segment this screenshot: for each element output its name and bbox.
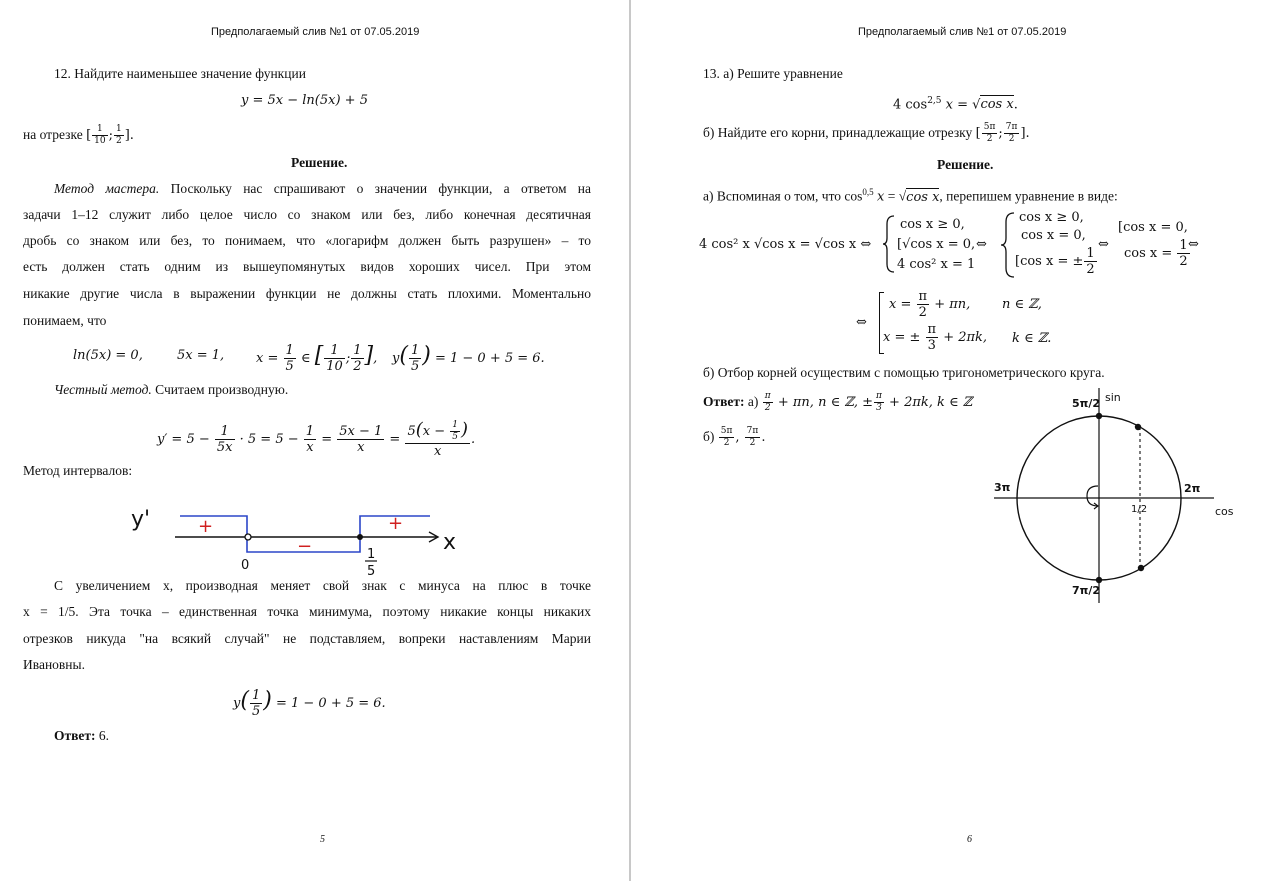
iff-1: ⇔ bbox=[976, 237, 987, 252]
answer-label: Ответ: bbox=[54, 728, 96, 743]
eq-x-fifth: x = $\frac{1}{5}$ ∈ [ $\frac{1}{10}$ ; $\frac{1}{2}$ ], bbox=[256, 343, 378, 374]
sys1-row-1: cos x ≥ 0, bbox=[900, 217, 965, 232]
brace-curly-1 bbox=[882, 214, 898, 274]
paragraph-line: есть должен стать одним из вышеупомянутых видов хороших чисел. При этом bbox=[23, 259, 591, 274]
sys1-row-3: 4 cos² x = 1 bbox=[897, 257, 976, 272]
solution-title: Решение. bbox=[937, 157, 994, 172]
filled-point-fifth bbox=[357, 534, 363, 540]
answer-line bbox=[54, 728, 109, 744]
function-formula: y = 5x − ln(5x) + 5 bbox=[241, 93, 368, 108]
task-13a-title: 13. а) Решите уравнение bbox=[703, 66, 843, 81]
sys3-row-1: [cos x = 0, bbox=[1118, 220, 1188, 235]
iff-3: ⇔ bbox=[1188, 237, 1199, 252]
task-13b-line: б) Найдите его корни, принадлежащие отрезку [ $\frac{5\pi}{2}$ ; $\frac{7\pi}{2}$ ]. bbox=[703, 122, 1030, 144]
eq-5x: 5x = 1, bbox=[177, 348, 225, 363]
part-b-text: б) Отбор корней осуществим с помощью тригонометрического круга. bbox=[703, 365, 1105, 380]
paragraph-line: дробь со знаком или без, то понимаем, что «логарифм должен быть разрушен» – то bbox=[23, 233, 591, 248]
honest-method-line: Честный метод. Считаем производную. bbox=[54, 382, 289, 397]
answer-label: Ответ: bbox=[703, 394, 745, 409]
page-5 bbox=[0, 0, 629, 881]
master-method-title: Метод мастера. bbox=[54, 181, 160, 196]
part-a-intro: а) Вспоминая о том, что $\cos^{0,5} x = √\cos$ x, перепишем уравнение в виде: bbox=[703, 187, 1118, 205]
page-header: Предполагаемый слив №1 от 07.05.2019 bbox=[211, 26, 420, 38]
final-row-2-set: k ∈ ℤ. bbox=[1012, 331, 1052, 346]
paragraph-line: x = 1/5. Эта точка – единственная точка минимума, поэтому никакие концы никаких bbox=[23, 604, 591, 619]
page-number: 5 bbox=[320, 834, 325, 845]
paragraph-line: С увеличением x, производная меняет свой знак с минуса на плюс в точке bbox=[54, 578, 591, 593]
sys1-row-2: [√cos x = 0, bbox=[897, 237, 976, 252]
paragraph-line: задачи 1–12 служит либо целое число со знаком или без, либо конечная десятичная bbox=[23, 207, 591, 222]
paragraph-line: Ивановны. bbox=[23, 657, 85, 672]
sys2-row-3: [cos x = ± $\frac{1}{2}$ bbox=[1015, 246, 1095, 277]
direction-arc bbox=[1087, 486, 1098, 506]
equation-13: 4 $\cos^{2,5} x = √\cos$ x. bbox=[893, 96, 1018, 113]
paragraph-line: Метод мастера. Поскольку нас спрашивают о значении функции, а ответом на bbox=[54, 181, 592, 196]
cos-label: cos bbox=[1215, 505, 1234, 518]
answer-value: 6. bbox=[98, 728, 110, 743]
tick-fifth-den: 5 bbox=[367, 564, 376, 579]
honest-method-title: Честный метод. bbox=[54, 382, 152, 397]
paragraph-line: никакие другие числа в выражении функции не должны стать плохими. Моментально bbox=[23, 286, 591, 301]
plus-sign-right: + bbox=[388, 513, 404, 534]
segment-line bbox=[23, 120, 134, 151]
x-axis-label: x bbox=[443, 530, 457, 555]
plus-sign-left: + bbox=[198, 516, 214, 537]
page-number: 6 bbox=[967, 834, 972, 845]
task-13b-title: б) Найдите его корни, принадлежащие отрезку bbox=[703, 125, 973, 140]
segment-interval: [ $\frac{1}{10}$ ; $\frac{1}{2}$ ]. bbox=[86, 124, 134, 146]
final-row-2: x = ± $\frac{\pi}{3}$ + 2πk, bbox=[883, 322, 988, 353]
point-top bbox=[1096, 413, 1102, 419]
final-row-1: x = $\frac{\pi}{2}$ + πn, bbox=[889, 289, 971, 320]
sys2-row-1: cos x ≥ 0, bbox=[1019, 210, 1084, 225]
derivative-formula: y′ = 5 − $\frac{1}{5x}$ · 5 = 5 − $\frac{1}{x}$ = $\frac{5x - 1}{x}$ = 5(x − $\frac{1}{5}$ ) x . bbox=[157, 419, 476, 459]
solution-title: Решение. bbox=[291, 155, 348, 170]
final-value-eq: y( $\frac{1}{5}$ ) = 1 − 0 + 5 = 6. bbox=[233, 688, 386, 719]
answer-line-a: Ответ: а) $\frac{\pi}{2}$ + πn, n ∈ ℤ, ± $\frac{\pi}{3}$ + 2πk, k ∈ ℤ bbox=[703, 391, 973, 413]
page-6 bbox=[631, 0, 1261, 881]
eq-ln: ln(5x) = 0, bbox=[73, 348, 143, 363]
iff-2: ⇔ bbox=[1098, 237, 1109, 252]
system-lhs: 4 cos² x √cos x = √cos x ⇔ bbox=[699, 237, 872, 252]
answer-line-b: б) $\frac{5\pi}{2}$ , $\frac{7\pi}{2}$ . bbox=[703, 426, 766, 448]
label-five-pi-half: 5π/2 bbox=[1072, 397, 1101, 410]
open-point-zero bbox=[245, 534, 251, 540]
label-three-pi: 3π bbox=[994, 481, 1011, 494]
paragraph-line: понимаем, что bbox=[23, 313, 107, 328]
tick-zero: 0 bbox=[241, 558, 250, 573]
sys3-row-2: cos x = $\frac{1}{2}$ bbox=[1124, 238, 1188, 269]
trig-circle bbox=[986, 388, 1246, 608]
sys2-row-2: cos x = 0, bbox=[1021, 228, 1086, 243]
interval-method-title: Метод интервалов: bbox=[23, 463, 133, 478]
sign-chart-sketch bbox=[125, 498, 470, 588]
tick-fifth-num: 1 bbox=[367, 547, 376, 562]
label-seven-pi-half: 7π/2 bbox=[1072, 584, 1101, 597]
segment-prefix: на отрезке bbox=[23, 127, 83, 142]
point-pi-third bbox=[1135, 424, 1141, 430]
iff-4: ⇔ bbox=[856, 315, 867, 330]
eq-y-fifth: y( $\frac{1}{5}$ ) = 1 − 0 + 5 = 6. bbox=[392, 343, 545, 374]
minus-sign: − bbox=[297, 536, 313, 557]
label-two-pi: 2π bbox=[1184, 482, 1201, 495]
point-minus-pi-third bbox=[1138, 565, 1144, 571]
sin-label: sin bbox=[1105, 391, 1121, 404]
point-bottom bbox=[1096, 577, 1102, 583]
paragraph-line: отрезков никуда "на всякий случай" не подставляем, вопреки наставлениям Марии bbox=[23, 631, 591, 646]
page-header: Предполагаемый слив №1 от 07.05.2019 bbox=[858, 26, 1067, 38]
label-half: 1/2 bbox=[1131, 504, 1148, 515]
y-prime-label: y' bbox=[131, 507, 151, 532]
task-12-title: 12. Найдите наименьшее значение функции bbox=[54, 66, 306, 81]
final-row-1-set: n ∈ ℤ, bbox=[1002, 297, 1042, 312]
